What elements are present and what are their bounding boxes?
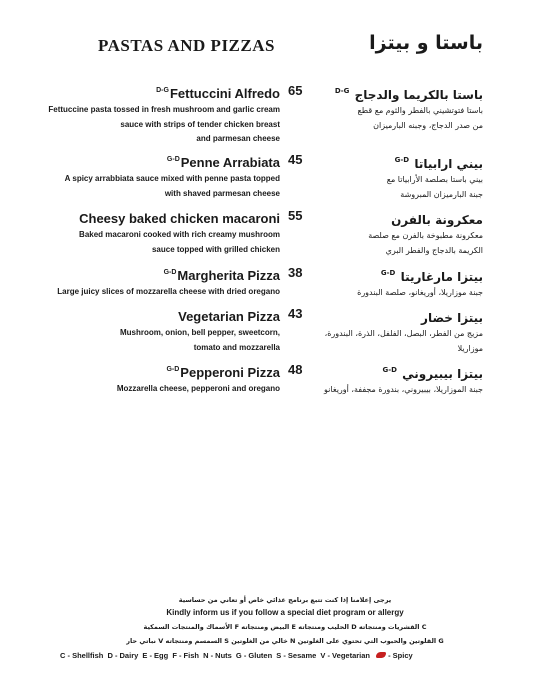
item-description-ar: معكرونة مطبوخة بالفرن مع صلصة الكريمة بالدجاج والفطر البري bbox=[368, 231, 483, 255]
item-name-ar: بيتزا بيبيروني bbox=[402, 367, 483, 381]
legend-dairy: D - Dairy bbox=[107, 651, 139, 660]
section-title-ar: باستا و بيتزا bbox=[369, 32, 483, 54]
item-name: Penne Arrabiata bbox=[180, 155, 280, 170]
item-arabic bbox=[318, 152, 483, 202]
item-name-ar: معكرونة بالفرن bbox=[391, 213, 483, 227]
item-price: 45 bbox=[288, 152, 303, 167]
item-description: A spicy arrabbiata sauce mixed with penne pasta topped with shaved parmesan cheese bbox=[64, 174, 280, 198]
item-english bbox=[30, 362, 280, 397]
item-description: Fettuccine pasta tossed in fresh mushroom and garlic cream sauce with strips of tender chicken breast and parmesan cheese bbox=[48, 105, 280, 143]
allergen-tag-ar: G-D bbox=[382, 366, 397, 374]
item-name-ar: بيتزا خضار bbox=[421, 311, 483, 325]
item-name: Fettuccini Alfredo bbox=[169, 86, 280, 101]
allergen-tag: D-G bbox=[156, 87, 169, 94]
legend-sesame: S - Sesame bbox=[276, 651, 317, 660]
item-arabic bbox=[318, 83, 483, 133]
item-price: 43 bbox=[288, 306, 303, 321]
item-name-ar: باستا بالكريما والدجاج bbox=[354, 88, 483, 102]
legend-fish: F - Fish bbox=[172, 651, 199, 660]
legend-spicy: - Spicy bbox=[388, 651, 413, 660]
item-description-ar: جبنة الموزاريلا، بيبيروني، بندورة مجففة، أوريغانو bbox=[324, 385, 483, 394]
item-price: 55 bbox=[288, 208, 303, 223]
item-name: Margherita Pizza bbox=[177, 268, 280, 283]
item-description-ar: بيني باستا بصلصة الأرابياتا مع جبنة البارميزان المبروشة bbox=[386, 175, 483, 199]
legend-ar-line-2: G القلوتين والحبوب التي تحتوي على الغلوتين N خالي من الغلوتين S السمسم ومنتجاته V نباتي حار bbox=[126, 637, 444, 645]
item-arabic bbox=[318, 265, 483, 301]
section-title-en: PASTAS AND PIZZAS bbox=[98, 36, 275, 55]
item-name-ar: بيتزا مارغاريتا bbox=[400, 270, 483, 284]
item-description-ar: باستا فتوتشيني بالفطر والثوم مع قطع من صدر الدجاج، وجبنه البارميزان bbox=[357, 106, 483, 130]
item-english bbox=[30, 152, 280, 201]
item-english bbox=[30, 83, 280, 147]
legend-shellfish: C - Shellfish bbox=[60, 651, 104, 660]
allergen-tag: G-D bbox=[166, 156, 180, 163]
allergen-legend bbox=[60, 651, 520, 660]
item-price: 48 bbox=[288, 362, 303, 377]
item-description-ar: مزيج من الفطر، البصل، الفلفل، الذرة، البندورة، موزاريلا bbox=[324, 329, 483, 353]
legend-vegetarian: V - Vegetarian bbox=[320, 651, 370, 660]
item-price: 38 bbox=[288, 265, 303, 280]
allergen-tag: G-D bbox=[163, 269, 177, 276]
legend-gluten: G - Gluten bbox=[235, 651, 273, 660]
item-arabic bbox=[318, 362, 483, 398]
allergen-tag-ar: D-G bbox=[334, 87, 350, 95]
item-name: Vegetarian Pizza bbox=[178, 309, 280, 324]
item-arabic bbox=[318, 306, 483, 356]
item-description: Baked macaroni cooked with rich creamy mushroom sauce topped with grilled chicken bbox=[79, 230, 280, 254]
item-arabic bbox=[318, 208, 483, 258]
item-name: Pepperoni Pizza bbox=[180, 365, 280, 380]
item-name: Cheesy baked chicken macaroni bbox=[79, 211, 280, 226]
item-english bbox=[30, 208, 280, 257]
legend-egg: E - Egg bbox=[142, 651, 169, 660]
item-english bbox=[30, 265, 280, 300]
allergen-tag: G-D bbox=[166, 366, 180, 373]
item-description-ar: جبنة موزاريلا، أوريغانو، صلصة البندورة bbox=[357, 288, 483, 297]
allergy-note-en: Kindly inform us if you follow a special diet program or allergy bbox=[166, 608, 404, 617]
allergen-tag-ar: G-D bbox=[394, 156, 410, 164]
item-name-ar: بيني ارابياتا bbox=[414, 157, 483, 171]
item-description: Large juicy slices of mozzarella cheese with dried oregano bbox=[57, 287, 280, 296]
chili-pepper-icon bbox=[376, 652, 386, 658]
allergen-tag-ar: G-D bbox=[380, 269, 396, 277]
allergy-note-ar: يرجى إعلامنا إذا كنت تتبع برنامج غذائي خاص أو تعاني من حساسية bbox=[178, 596, 392, 604]
item-english bbox=[30, 306, 280, 355]
item-price: 65 bbox=[288, 83, 303, 98]
item-description: Mushroom, onion, bell pepper, sweetcorn, tomato and mozzarella bbox=[119, 328, 280, 352]
legend-ar-line-1: C القشريات ومنتجاته D الحليب ومنتجاته E البيض ومنتجاته F الأسماك والمنتجات السمكية bbox=[143, 623, 427, 631]
legend-nuts: N - Nuts bbox=[203, 651, 232, 660]
item-description: Mozzarella cheese, pepperoni and oregano bbox=[116, 384, 280, 393]
